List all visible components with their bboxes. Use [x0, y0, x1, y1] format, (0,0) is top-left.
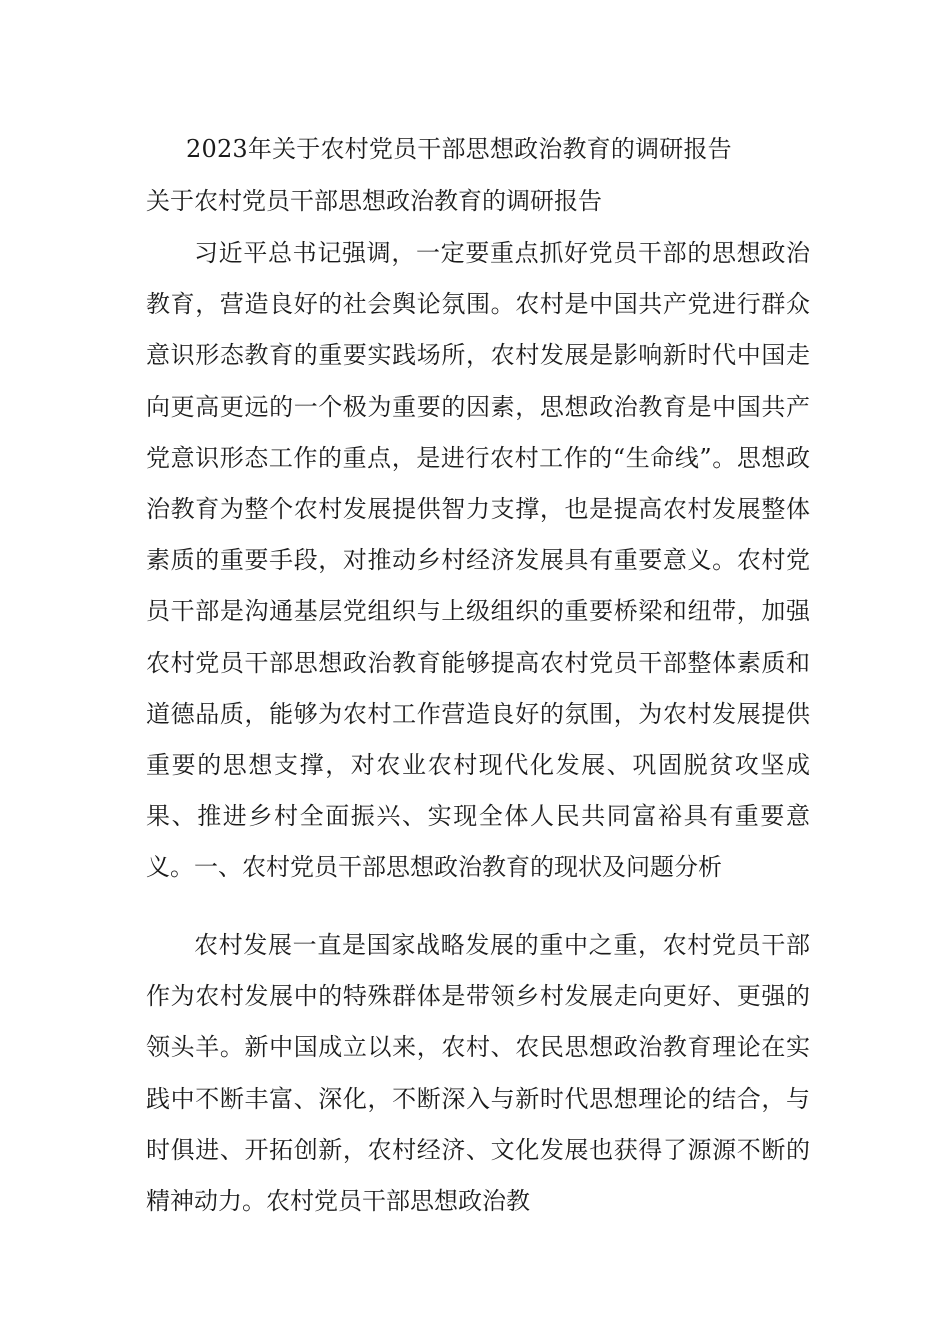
document-subtitle: 关于农村党员干部思想政治教育的调研报告 [146, 187, 602, 215]
body-paragraph-2: 农村发展一直是国家战略发展的重中之重，农村党员干部作为农村发展中的特殊群体是带领乡村发展走向更好、更强的领头羊。新中国成立以来，农村、农民思想政治教育理论在实践中不断丰富、深化，不断深入与新时代思想理论的结合，与时俱进、开拓创新，农村经济、文化发展也获得了源源不断的精神动力。农村党员干部思想政治教 [146, 931, 810, 1216]
section-heading: 一、农村党员干部思想政治教育的现状及问题分析 [194, 853, 722, 881]
document-title: 2023年关于农村党员干部思想政治教育的调研报告 [186, 135, 732, 163]
body-paragraph-1: 习近平总书记强调，一定要重点抓好党员干部的思想政治教育，营造良好的社会舆论氛围。农村是中国共产党进行群众意识形态教育的重要实践场所，农村发展是影响新时代中国走向更高更远的一个极为重要的因素，思想政治教育是中国共产党意识形态工作的重点，是进行农村工作的“生命线”。思想政治教育为整个农村发展提供智力支撑，也是提高农村发展整体素质的重要手段，对推动乡村经济发展具有重要意义。农村党员干部是沟通基层党组织与上级组织的重要桥梁和纽带，加强农村党员干部思想政治教育能够提高农村党员干部整体素质和道德品质，能够为农村工作营造良好的氛围，为农村发展提供重要的思想支撑，对农业农村现代化发展、巩固脱贫攻坚成果、推进乡村全面振兴、实现全体人民共同富裕具有重要意义。 [146, 239, 810, 882]
